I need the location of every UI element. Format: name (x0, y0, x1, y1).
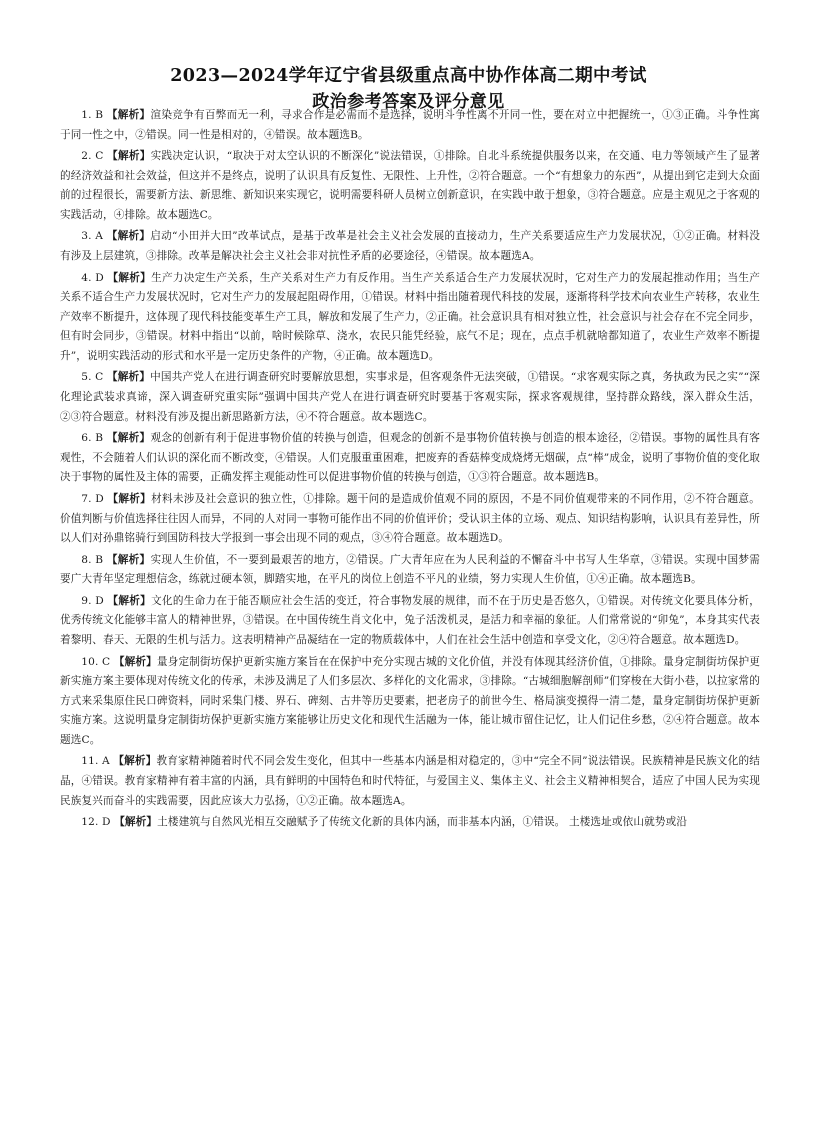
answer-item-3 (60, 227, 760, 266)
answer-text: 实践决定认识，“取决于对太空认识的不断深化”说法错误，①排除。自北斗系统提供服务以来，在交通、电力等领域产生了显著的经济效益和社会效益，但这并不是终点，说明了认识具有反复性、无限性、上升性，②符合题意。一个“有想象力的东西”，从提出到它走到大众面前的过程很长，需要新方法、新思维、新知识来实现它，说明需要科研人员树立创新意识，在实践中敢于想象，③符合题意。应是主观见之于客观的实践活动，④排除。故本题选C。 (60, 150, 760, 221)
answer-text: 中国共产党人在进行调查研究时要解放思想，实事求是，但客观条件无法突破，①错误。“求客观实际之真，务执政为民之实”“深化理论武装求真谛，深入调查研究重实际”强调中国共产党人在进行调查研究时要基于客观实际，探求客观规律，坚持群众路线，深入群众生活，②③符合题意。材料没有涉及提出新思路新方法，④不符合题意。故本题选C。 (60, 371, 760, 423)
analysis-tag: 【解析】 (114, 816, 158, 829)
answer-item-6 (60, 429, 760, 488)
answer-text: 文化的生命力在于能否顺应社会生活的变迁，符合事物发展的规律，而不在于历史是否悠久，①错误。对传统文化要具体分析，优秀传统文化能够丰富人的精神世界，③错误。在中国传统生肖文化中，兔子活泼机灵，是活力和幸福的象征。人们常常说的“卯兔”，本身其实代表着黎明、春天、无限的生机与活力。这表明精神产品凝结在一定的物质载体中，人们在社会生活中创造和享受文化，②④符合题意。故本题选D。 (60, 594, 760, 646)
question-number: 2. C (81, 150, 104, 163)
analysis-tag: 【解析】 (106, 230, 151, 243)
answer-item-12 (60, 813, 760, 833)
analysis-tag: 【解析】 (106, 371, 151, 384)
analysis-tag: 【解析】 (113, 755, 157, 768)
question-number: 12. D (81, 816, 111, 829)
answer-item-11 (60, 752, 760, 811)
question-number: 4. D (81, 271, 104, 284)
answer-text: 材料未涉及社会意识的独立性，①排除。题干问的是造成价值观不同的原因，不是不同价值观带来的不同作用，②不符合题意。价值判断与价值选择往往因人而异，不同的人对同一事物可能作出不同的价值评价；受认识主体的立场、观点、知识结构影响，认识具有差异性，所以人们对孙鼎铭骑行到国防科技大学报到一事会出现不同的观点，③④符合题意。故本题选D。 (60, 492, 760, 545)
analysis-tag: 【解析】 (106, 432, 151, 445)
answer-text: 观念的创新有利于促进事物价值的转换与创造，但观念的创新不是事物价值转换与创造的根本途径，②错误。事物的属性具有客观性，不会随着人们认识的深化而不断改变，④错误。人们克服重重困难，把废弃的香菇棒变成烧烤无烟碳，点“棒”成金，说明了事物价值的变化取决于事物的属性及主体的需要，正确发挥主观能动性可以促进事物价值的转换与创造，①③符合题意。故本题选B。 (60, 432, 760, 484)
answer-text: 渲染竞争有百弊而无一利，寻求合作是必需而不是选择，说明斗争性离不开同一性，要在对立中把握统一，①③正确。斗争性寓于同一性之中，②错误。同一性是相对的，④错误。故本题选B。 (60, 109, 760, 141)
answer-text: 量身定制街坊保护更新实施方案旨在在保护中充分实现古城的文化价值，并没有体现其经济价值，①排除。量身定制街坊保护更新实施方案主要体现对传统文化的传承，未涉及满足了人们多层次、多样化的文化需求，③排除。“古城细胞解剖师”们穿梭在大街小巷，以拉家常的方式来采集原住民口碑资料，同时采集门楼、界石、碑刻、古井等历史要素，把老房子的前世今生、格局演变摸得一清二楚，量身定制街坊保护更新实施方案。这说明量身定制街坊保护更新实施方案能够让历史文化和现代生活融为一体，能让城市留住记忆，让人们记住乡愁，②④符合题意。故本题选C。 (60, 655, 760, 746)
analysis-tag: 【解析】 (113, 655, 157, 668)
question-number: 11. A (81, 755, 110, 768)
answer-item-7 (60, 490, 760, 549)
answer-list (60, 106, 760, 835)
answer-text: 生产力决定生产关系，生产关系对生产力有反作用。当生产关系适合生产力发展状况时，它对生产力的发展起推动作用；当生产关系不适合生产力发展状况时，它对生产力的发展起阻碍作用，①错误。材料中指出随着现代科技的发展，逐渐将科学技术向农业生产转移，农业生产效率不断提升，这体现了现代科技能变革生产工具，解放和发展了生产力，②正确。社会意识具有相对独立性，社会意识与社会存在不完全同步，但有时会同步，③错误。材料中指出“以前，啥时候除草、浇水，农民只能凭经验，底气不足；现在，点点手机就啥都知道了，农业生产效率不断提升”，说明实践活动的形式和水平是一定历史条件的产物，④正确。故本题选D。 (60, 271, 760, 362)
answer-item-2 (60, 147, 760, 225)
question-number: 7. D (81, 492, 104, 505)
document-subtitle: 政治参考答案及评分意见 (312, 92, 505, 112)
answer-text: 启动“小田并大田”改革试点，是基于改革是社会主义社会发展的直接动力，生产关系要适应生产力发展状况，①②正确。材料没有涉及上层建筑，③排除。改革是解决社会主义社会非对抗性矛盾的必要途径，④错误。故本题选A。 (60, 230, 760, 263)
answer-item-10 (60, 653, 760, 751)
question-number: 8. B (81, 553, 104, 566)
answer-text: 土楼建筑与自然风光相互交融赋予了传统文化新的具体内涵，而非基本内涵，①错误。 土楼选址或依山就势或沿 (157, 816, 688, 829)
answer-text: 实现人生价值，不一要到最艰苦的地方，②错误。广大青年应在为人民利益的不懈奋斗中书写人生华章，③错误。实现中国梦需要广大青年坚定理想信念，练就过硬本领，脚踏实地，在平凡的岗位上创造不平凡的业绩，努力实现人生价值，①④正确。故本题选B。 (60, 553, 760, 586)
question-number: 3. A (81, 230, 104, 243)
question-number: 1. B (81, 109, 104, 121)
analysis-tag: 【解析】 (107, 492, 152, 505)
question-number: 6. B (81, 432, 104, 445)
question-number: 9. D (81, 594, 104, 607)
analysis-tag: 【解析】 (106, 553, 151, 566)
question-number: 10. C (81, 655, 111, 668)
analysis-tag: 【解析】 (106, 109, 151, 121)
answer-text: 教育家精神随着时代不同会发生变化，但其中一些基本内涵是相对稳定的，③中“完全不同”说法错误。民族精神是民族文化的结晶，④错误。教育家精神有着丰富的内涵，具有鲜明的中国特色和时代特征，与爱国主义、集体主义、社会主义精神相契合，适应了中国人民为实现民族复兴而奋斗的实践需要，因此应该大力弘扬，①②正确。故本题选A。 (60, 755, 760, 807)
answer-item-9 (60, 592, 760, 651)
answer-item-4 (60, 269, 760, 367)
analysis-tag: 【解析】 (107, 150, 151, 163)
answer-item-8 (60, 551, 760, 590)
answer-item-5 (60, 368, 760, 427)
analysis-tag: 【解析】 (107, 594, 152, 607)
document-title: 2023—2024学年辽宁省县级重点高中协作体高二期中考试 (170, 66, 647, 86)
answer-item-1 (60, 106, 760, 145)
question-number: 5. C (81, 371, 104, 384)
analysis-tag: 【解析】 (107, 271, 152, 284)
